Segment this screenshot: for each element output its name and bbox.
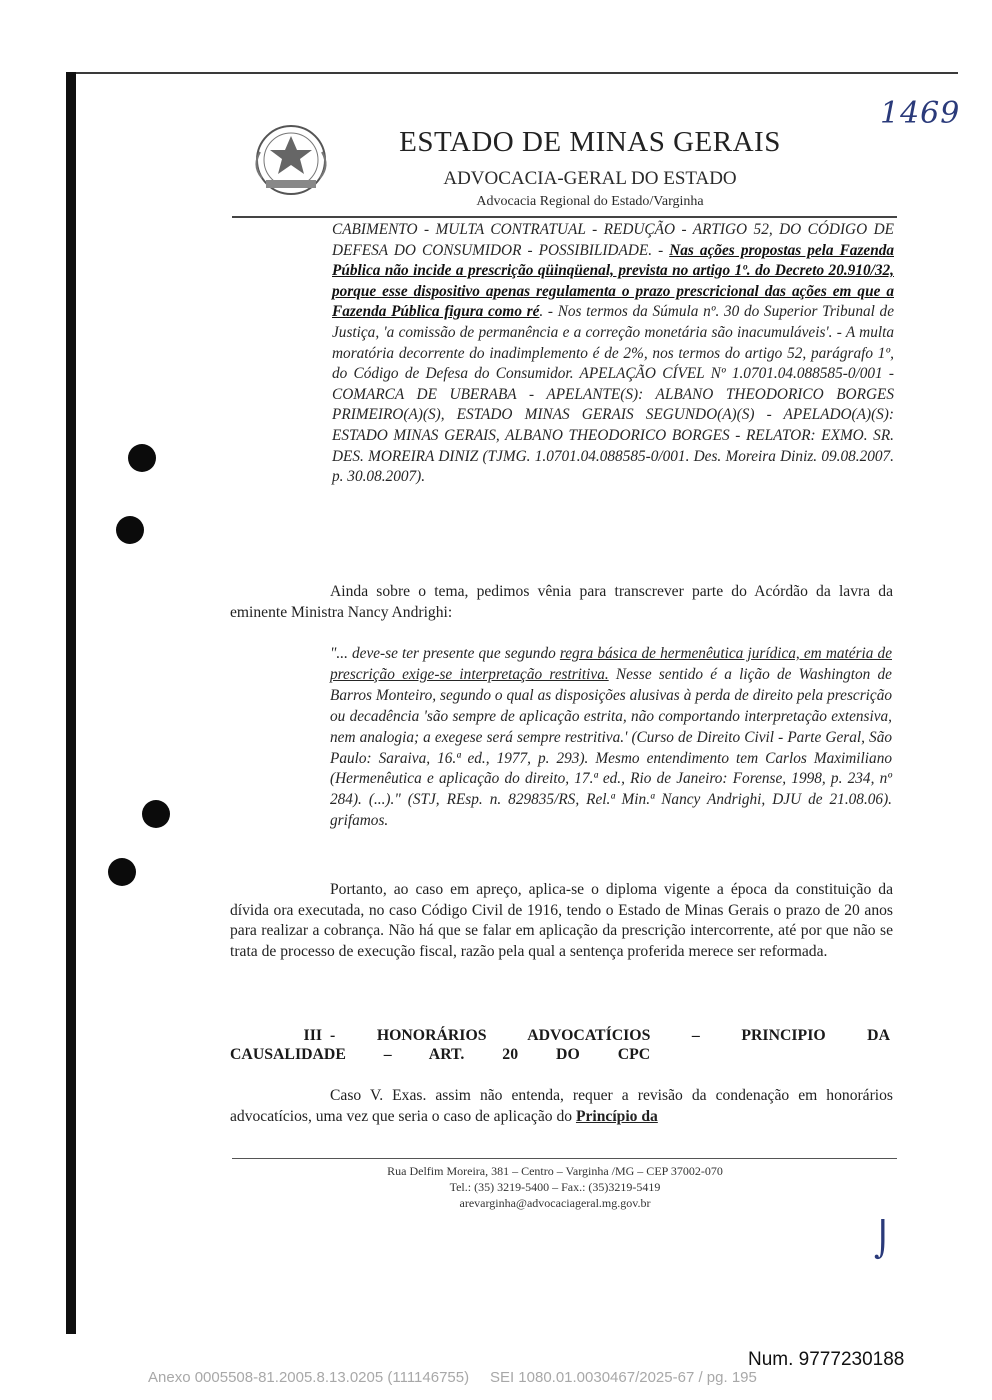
paragraph-ainda — [230, 582, 893, 623]
paragraph-caso — [230, 1086, 893, 1127]
paragraph-portanto — [230, 880, 893, 963]
paragraph-caso-bold: Princípio da — [575, 1107, 658, 1125]
paragraph-ainda-text: Ainda sobre o tema, pedimos vênia para transcrever parte do Acórdão da lavra da eminente Ministra Nancy Andrighi: — [230, 583, 893, 621]
section-heading-honorarios — [230, 1026, 890, 1064]
punch-hole — [116, 516, 144, 544]
punch-hole — [128, 444, 156, 472]
footer-divider — [232, 1158, 897, 1159]
header-office: Advocacia Regional do Estado/Varginha — [476, 194, 704, 209]
ementa-intro: CABIMENTO - MULTA CONTRATUAL - REDUÇÃO - ARTIGO 52, DO CÓDIGO DE DEFESA DO CONSUMIDOR - POSSIBILIDADE. - — [332, 221, 894, 259]
footer-phones: Tel.: (35) 3219-5400 – Fax.: (35)3219-5419 — [449, 1180, 661, 1194]
paragraph-caso-text: Caso V. Exas. assim não entenda, requer a revisão da condenação em honorários advocatícios, uma vez que seria o caso de aplicação do — [230, 1087, 893, 1125]
quote-rest: Nesse sentido é a lição de Washington de Barros Monteiro, segundo o qual as disposições alusivas à perda de direito pela prescrição ou decadência 'são sempre de aplicação estrita, não comportando interpretação extensiva, nem analogia; a exegese será sempre restritiva.' (Curso de Direito Civil - Parte Geral, São Paulo: Saraiva, 16.ª ed., 1977, p. 293). Mesmo entendimento tem Carlos Maximiliano (Hermenêutica e aplicação do direito, 17.ª ed., Rio de Janeiro: Forense, 1998, p. 234, nº 284). (...)." (STJ, REsp. n. 829835/RS, Rel.ª Min.ª Nancy Andrighi, DJU de 21.08.06). grifamos. — [330, 665, 892, 830]
handwritten-initial-mark: ⌡ — [874, 1220, 892, 1260]
document-number-stamp: Num. 9777230188 — [748, 1349, 905, 1370]
punch-hole — [142, 800, 170, 828]
section-number: III — [303, 1027, 322, 1044]
quote-intro: "... deve-se ter presente que segundo — [330, 645, 560, 662]
coat-of-arms-seal-icon — [246, 122, 336, 200]
punch-hole — [108, 858, 136, 886]
jurisprudence-ementa — [332, 220, 894, 488]
ementa-underlined-holding: Nas ações propostas pela Fazenda Pública não incide a prescrição qüinqüenal, prevista no artigo 1º. do Decreto 20.910/32, porque esse dispositivo apenas regulamenta o prazo prescricional das ações em que a Fazenda Pública figura como ré — [332, 241, 894, 321]
quote-underlined: regra básica de hermenêutica jurídica, em matéria de prescrição exige-se interpretação restritiva. — [330, 645, 892, 683]
footer-email: arevarginha@advocaciageral.mg.gov.br — [459, 1196, 651, 1210]
scan-edge-top — [66, 72, 958, 74]
quoted-decision — [330, 644, 892, 832]
sei-reference-stamp — [148, 1369, 757, 1386]
header-divider — [232, 216, 897, 218]
footer-address: Rua Delfim Moreira, 381 – Centro – Varginha /MG – CEP 37002-070 — [387, 1164, 723, 1178]
header-agency: ADVOCACIA-GERAL DO ESTADO — [443, 168, 737, 189]
annex-reference: Anexo 0005508-81.2005.8.13.0205 (111146755) — [148, 1369, 470, 1386]
header-state-title: ESTADO DE MINAS GERAIS — [399, 126, 781, 158]
scan-edge-left — [66, 72, 76, 1334]
paragraph-portanto-text: Portanto, ao caso em apreço, aplica-se o diploma vigente a época da constituição da dívida ora executada, no caso Código Civil de 1916, tendo o Estado de Minas Gerais o prazo de 20 anos para realizar a cobrança. Não há que se falar em aplicação da prescrição intercorrente, até por que não se trata de processo de execução fiscal, razão pela qual a sentença proferida merece ser reformada. — [230, 881, 893, 961]
sei-page-reference: SEI 1080.01.0030467/2025-67 / pg. 195 — [489, 1369, 757, 1386]
section-heading-text: - HONORÁRIOS ADVOCATÍCIOS – PRINCIPIO DA CAUSALIDADE – ART. 20 DO CPC — [230, 1027, 890, 1063]
ementa-rest: . - Nos termos da Súmula nº. 30 do Superior Tribunal de Justiça, 'a comissão de permanência e a correção monetária são inacumuláveis'. - A multa moratória decorrente do inadimplemento é de 2%, nos termos do artigo 52, parágrafo 1º, do Código de Defesa do Consumidor. APELAÇÃO CÍVEL Nº 1.0701.04.088585-0/001 - COMARCA DE UBERABA - APELANTE(S): ALBANO THEODORICO BORGES PRIMEIRO(A)(S), ESTADO MINAS GERAIS SEGUNDO(A)(S) - APELADO(A)(S): ESTADO MINAS GERAIS, ALBANO THEODORICO BORGES - RELATOR: EXMO. SR. DES. MOREIRA DINIZ (TJMG. 1.0701.04.088585-0/001. Des. Moreira Diniz. 09.08.2007. p. 30.08.2007). — [332, 303, 894, 486]
handwritten-folio-number: 1469 — [880, 96, 961, 131]
